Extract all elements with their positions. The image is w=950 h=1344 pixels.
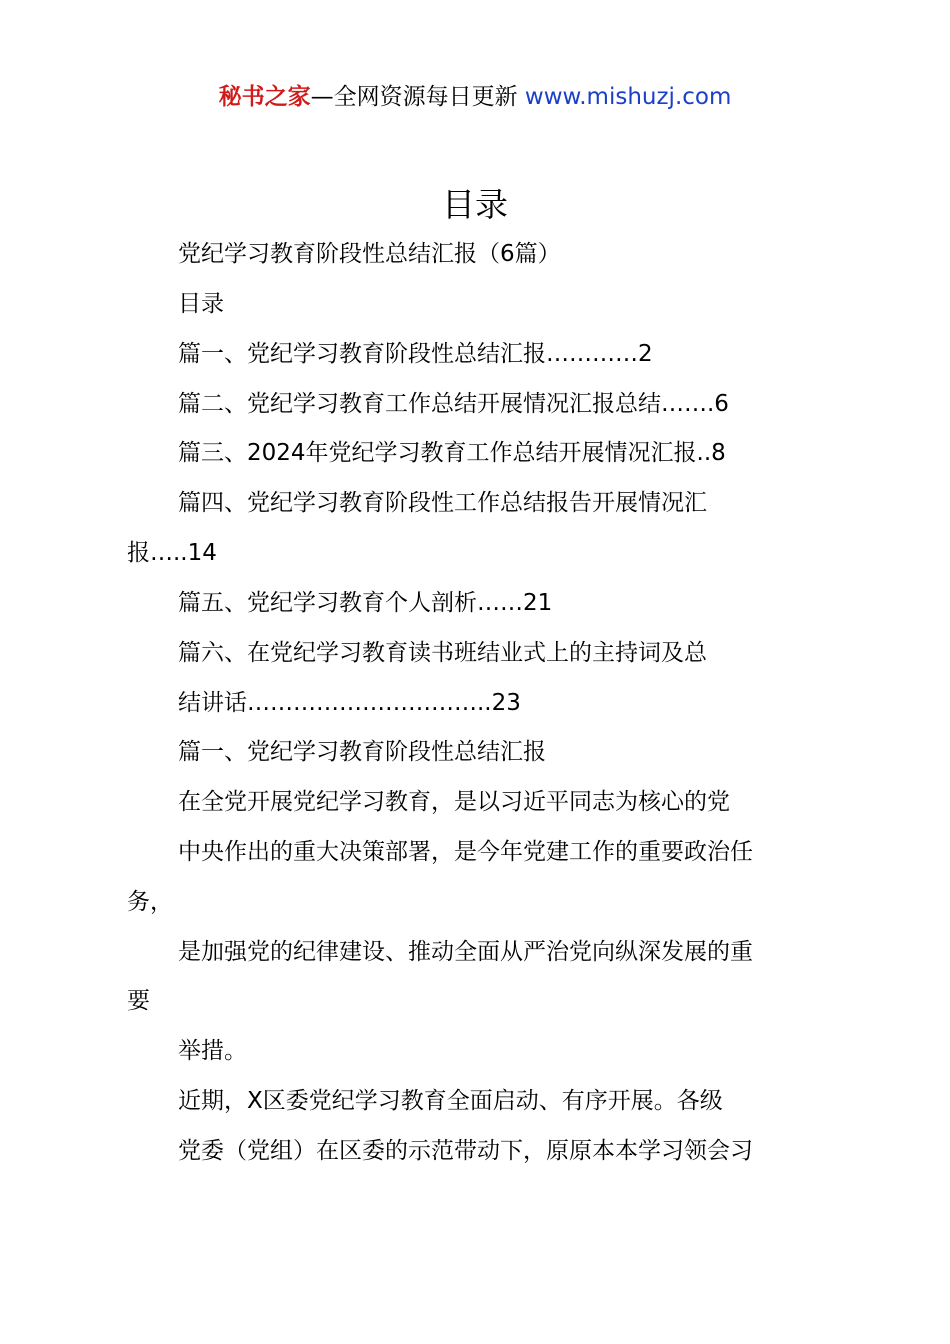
toc-heading: 目录 — [178, 291, 224, 317]
banner-tagline: —全网资源每日更新 — [310, 84, 525, 110]
brand-name: 秘书之家 — [218, 84, 311, 110]
body-line: 举措。 — [178, 1038, 247, 1064]
document-title: 目录 — [442, 185, 508, 224]
toc-entry-4-cont[interactable]: 报…..14 — [127, 540, 217, 566]
body-line: 中央作出的重大决策部署，是今年党建工作的重要政治任 — [178, 839, 753, 865]
toc-entry-6-cont[interactable]: 结讲话…………………………..23 — [178, 690, 521, 716]
toc-entry-1[interactable]: 篇一、党纪学习教育阶段性总结汇报…………2 — [178, 341, 653, 367]
toc-entry-5[interactable]: 篇五、党纪学习教育个人剖析……21 — [178, 590, 553, 616]
body-line: 近期，X区委党纪学习教育全面启动、有序开展。各级 — [178, 1088, 723, 1114]
section-heading: 篇一、党纪学习教育阶段性总结汇报 — [178, 739, 546, 765]
body-line: 党委（党组）在区委的示范带动下，原原本本学习领会习 — [178, 1138, 753, 1164]
toc-entry-6[interactable]: 篇六、在党纪学习教育读书班结业式上的主持词及总 — [178, 640, 707, 666]
body-line: 是加强党的纪律建设、推动全面从严治党向纵深发展的重 — [178, 939, 753, 965]
site-banner — [0, 80, 950, 114]
body-line: 要 — [127, 988, 150, 1014]
toc-entry-2[interactable]: 篇二、党纪学习教育工作总结开展情况汇报总结…….6 — [178, 391, 729, 417]
body-line: 务， — [127, 889, 173, 915]
toc-entry-4[interactable]: 篇四、党纪学习教育阶段性工作总结报告开展情况汇 — [178, 490, 707, 516]
site-url-link[interactable]: www.mishuzj.com — [524, 84, 732, 110]
toc-entry-3[interactable]: 篇三、2024年党纪学习教育工作总结开展情况汇报..8 — [178, 440, 726, 466]
body-line: 在全党开展党纪学习教育，是以习近平同志为核心的党 — [178, 789, 730, 815]
collection-title: 党纪学习教育阶段性总结汇报（6篇） — [178, 241, 561, 267]
